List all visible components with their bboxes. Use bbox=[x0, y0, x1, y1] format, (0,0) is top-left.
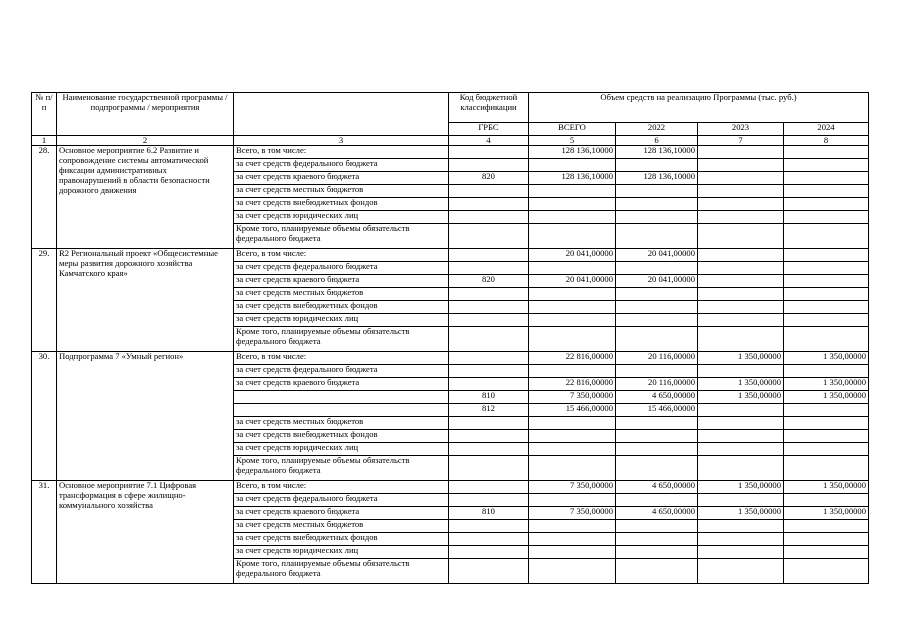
year-2022-value: 128 136,10000 bbox=[616, 172, 698, 185]
year-2024-value: 1 350,00000 bbox=[784, 378, 869, 391]
column-number: 2 bbox=[57, 136, 234, 146]
budget-table bbox=[31, 92, 869, 584]
column-number: 7 bbox=[698, 136, 784, 146]
col-name-header: Наименование государственной программы / подпрограммы / мероприятия bbox=[57, 93, 234, 136]
header-row bbox=[32, 93, 869, 123]
col-code-header: Код бюджетной классификации bbox=[449, 93, 529, 123]
table-row bbox=[32, 146, 869, 159]
source-label: за счет средств краевого бюджета bbox=[234, 275, 449, 288]
table-row bbox=[32, 249, 869, 262]
total-header: ВСЕГО bbox=[529, 123, 616, 136]
year-2023-header: 2023 bbox=[698, 123, 784, 136]
grbs-header: ГРБС bbox=[449, 123, 529, 136]
column-number: 3 bbox=[234, 136, 449, 146]
source-label: Кроме того, планируемые объемы обязательств федерального бюджета bbox=[234, 224, 449, 249]
year-2023-value: 1 350,00000 bbox=[698, 391, 784, 404]
total-value: 20 041,00000 bbox=[529, 249, 616, 262]
measure-name: Подпрограмма 7 «Умный регион» bbox=[57, 352, 234, 481]
row-number: 31. bbox=[32, 481, 57, 584]
col-source-header bbox=[234, 93, 449, 136]
column-number-row bbox=[32, 136, 869, 146]
grbs-value: 810 bbox=[449, 507, 529, 520]
grbs-value: 810 bbox=[449, 391, 529, 404]
source-label: за счет средств федерального бюджета bbox=[234, 159, 449, 172]
table-row bbox=[32, 352, 869, 365]
total-value: 7 350,00000 bbox=[529, 391, 616, 404]
year-2022-value: 20 116,00000 bbox=[616, 352, 698, 365]
source-label: за счет средств юридических лиц bbox=[234, 546, 449, 559]
source-label: за счет средств местных бюджетов bbox=[234, 288, 449, 301]
source-label: за счет средств местных бюджетов bbox=[234, 520, 449, 533]
source-label: за счет средств краевого бюджета bbox=[234, 378, 449, 391]
source-label: за счет средств федерального бюджета bbox=[234, 365, 449, 378]
source-label: за счет средств федерального бюджета bbox=[234, 262, 449, 275]
measure-name: Основное мероприятие 6.2 Развитие и сопровождение системы автоматической фиксации административных правонарушений в области безопасности дорожного движения bbox=[57, 146, 234, 249]
column-number: 8 bbox=[784, 136, 869, 146]
source-label: Всего, в том числе: bbox=[234, 146, 449, 159]
total-value: 15 466,00000 bbox=[529, 404, 616, 417]
source-label: за счет средств юридических лиц bbox=[234, 314, 449, 327]
year-2022-value: 4 650,00000 bbox=[616, 391, 698, 404]
row-number: 30. bbox=[32, 352, 57, 481]
total-value: 128 136,10000 bbox=[529, 146, 616, 159]
source-label: Всего, в том числе: bbox=[234, 249, 449, 262]
source-label: Всего, в том числе: bbox=[234, 481, 449, 494]
total-value: 128 136,10000 bbox=[529, 172, 616, 185]
column-number: 5 bbox=[529, 136, 616, 146]
source-label: за счет средств внебюджетных фондов bbox=[234, 198, 449, 211]
measure-name: Основное мероприятие 7.1 Цифровая трансформация в сфере жилищно-коммунального хозяйства bbox=[57, 481, 234, 584]
year-2023-value: 1 350,00000 bbox=[698, 481, 784, 494]
source-label: за счет средств внебюджетных фондов bbox=[234, 301, 449, 314]
col-volume-header: Объем средств на реализацию Программы (тыс. руб.) bbox=[529, 93, 869, 123]
total-value: 20 041,00000 bbox=[529, 275, 616, 288]
year-2022-value: 20 041,00000 bbox=[616, 275, 698, 288]
grbs-value: 820 bbox=[449, 172, 529, 185]
year-2024-value: 1 350,00000 bbox=[784, 352, 869, 365]
source-label: за счет средств юридических лиц bbox=[234, 211, 449, 224]
year-2023-value: 1 350,00000 bbox=[698, 507, 784, 520]
year-2022-value: 128 136,10000 bbox=[616, 146, 698, 159]
total-value: 22 816,00000 bbox=[529, 378, 616, 391]
total-value: 7 350,00000 bbox=[529, 481, 616, 494]
source-label: Кроме того, планируемые объемы обязательств федерального бюджета bbox=[234, 327, 449, 352]
year-2023-value: 1 350,00000 bbox=[698, 378, 784, 391]
total-value: 22 816,00000 bbox=[529, 352, 616, 365]
source-label: за счет средств внебюджетных фондов bbox=[234, 430, 449, 443]
year-2022-value: 4 650,00000 bbox=[616, 481, 698, 494]
grbs-value: 820 bbox=[449, 275, 529, 288]
source-label: за счет средств местных бюджетов bbox=[234, 417, 449, 430]
row-number: 29. bbox=[32, 249, 57, 352]
year-2024-value: 1 350,00000 bbox=[784, 507, 869, 520]
year-2022-header: 2022 bbox=[616, 123, 698, 136]
year-2024-value: 1 350,00000 bbox=[784, 481, 869, 494]
table-row bbox=[32, 481, 869, 494]
source-label: за счет средств краевого бюджета bbox=[234, 172, 449, 185]
col-no-header: № п/п bbox=[32, 93, 57, 136]
year-2024-value: 1 350,00000 bbox=[784, 391, 869, 404]
year-2022-value: 20 041,00000 bbox=[616, 249, 698, 262]
year-2022-value: 4 650,00000 bbox=[616, 507, 698, 520]
column-number: 4 bbox=[449, 136, 529, 146]
column-number: 1 bbox=[32, 136, 57, 146]
source-label: за счет средств внебюджетных фондов bbox=[234, 533, 449, 546]
row-number: 28. bbox=[32, 146, 57, 249]
year-2022-value: 15 466,00000 bbox=[616, 404, 698, 417]
source-label: за счет средств краевого бюджета bbox=[234, 507, 449, 520]
source-label: Кроме того, планируемые объемы обязательств федерального бюджета bbox=[234, 456, 449, 481]
measure-name: R2 Региональный проект «Общесистемные меры развития дорожного хозяйства Камчатского края» bbox=[57, 249, 234, 352]
year-2024-header: 2024 bbox=[784, 123, 869, 136]
source-label: за счет средств федерального бюджета bbox=[234, 494, 449, 507]
source-label: Кроме того, планируемые объемы обязательств федерального бюджета bbox=[234, 559, 449, 584]
source-label: за счет средств юридических лиц bbox=[234, 443, 449, 456]
grbs-value: 812 bbox=[449, 404, 529, 417]
total-value: 7 350,00000 bbox=[529, 507, 616, 520]
year-2023-value: 1 350,00000 bbox=[698, 352, 784, 365]
year-2022-value: 20 116,00000 bbox=[616, 378, 698, 391]
column-number: 6 bbox=[616, 136, 698, 146]
source-label: за счет средств местных бюджетов bbox=[234, 185, 449, 198]
source-label: Всего, в том числе: bbox=[234, 352, 449, 365]
